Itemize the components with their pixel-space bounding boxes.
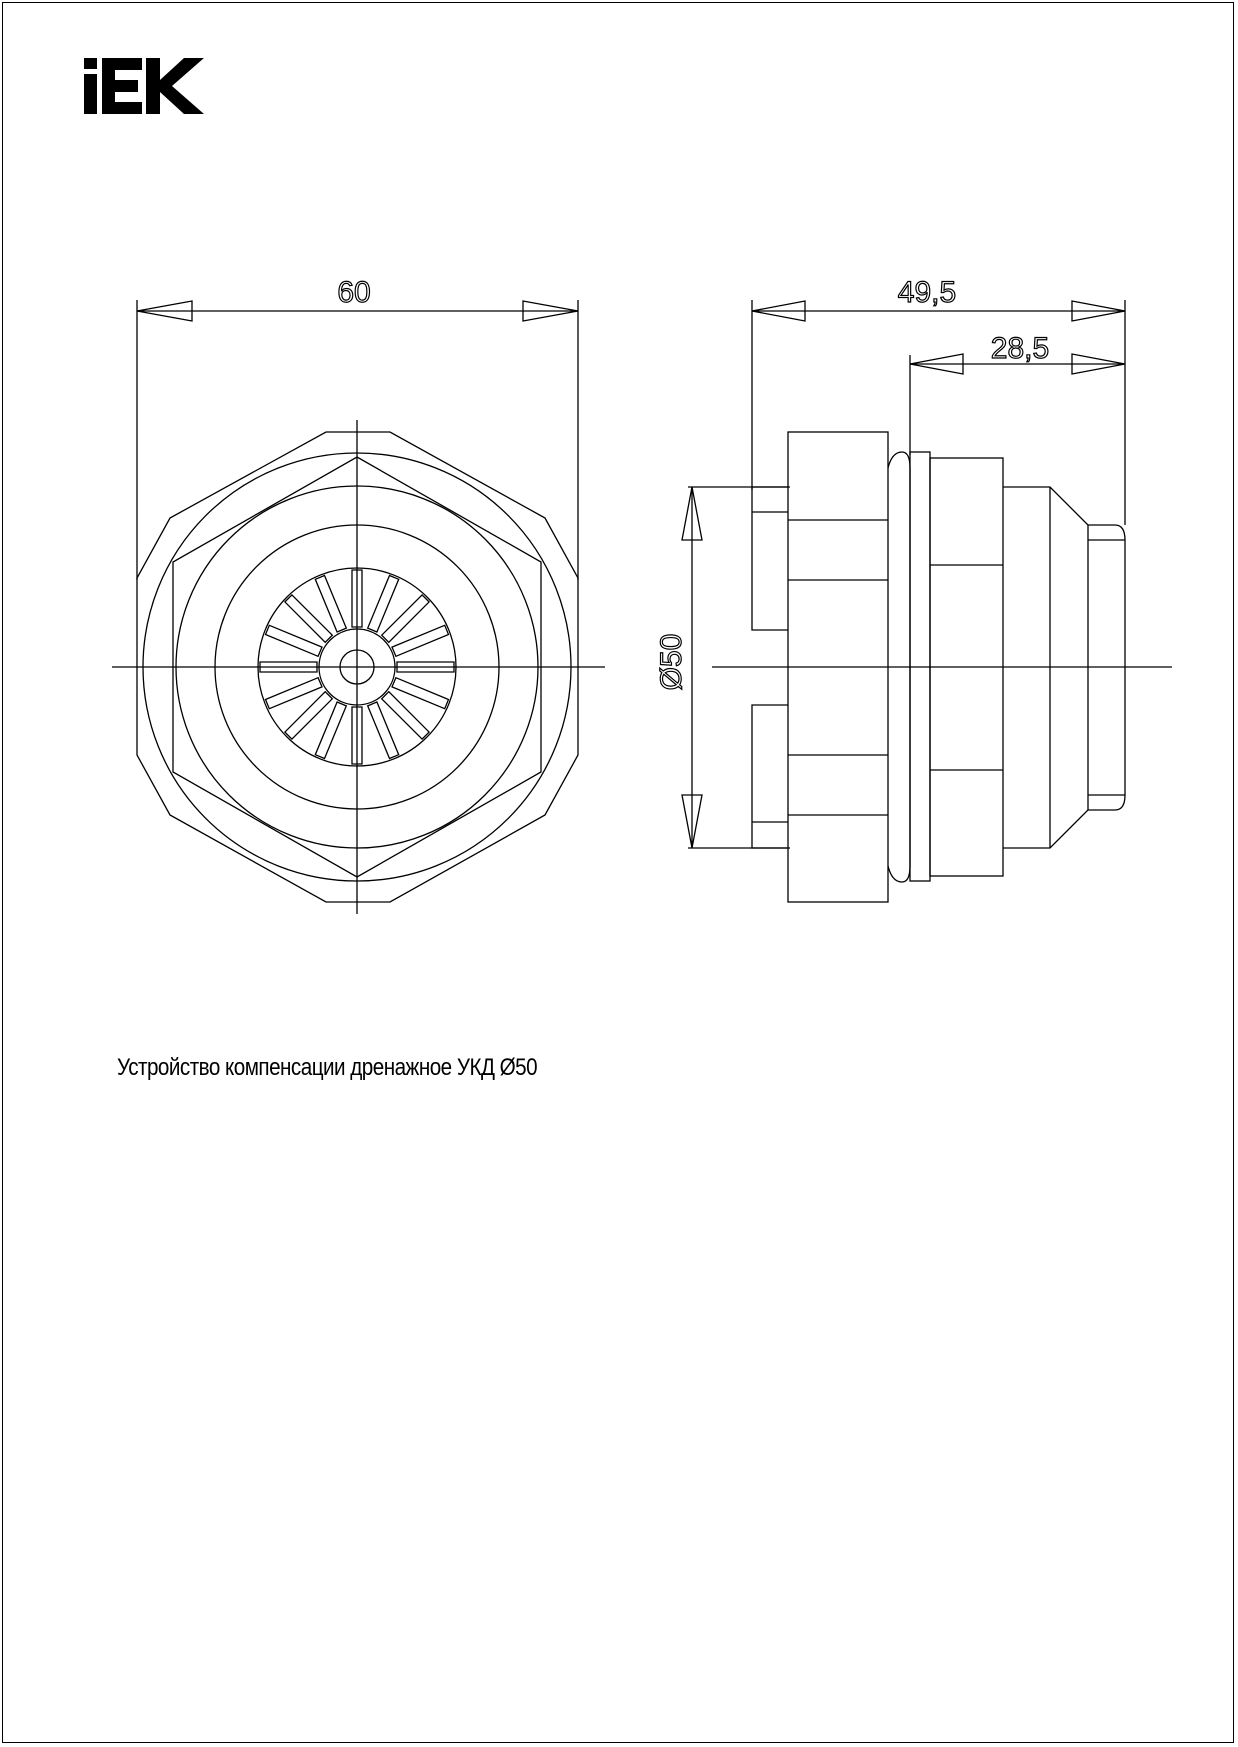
side-view (682, 300, 1172, 902)
dimension-overall-length-label: 49,5 (897, 276, 957, 309)
dimension-body-length-label: 28,5 (990, 332, 1050, 365)
drawing-caption: Устройство компенсации дренажное УКД Ø50 (117, 1054, 538, 1081)
dimension-width-label: 60 (337, 276, 371, 309)
front-view (112, 300, 605, 914)
dimension-diameter-label: Ø50 (655, 633, 688, 691)
